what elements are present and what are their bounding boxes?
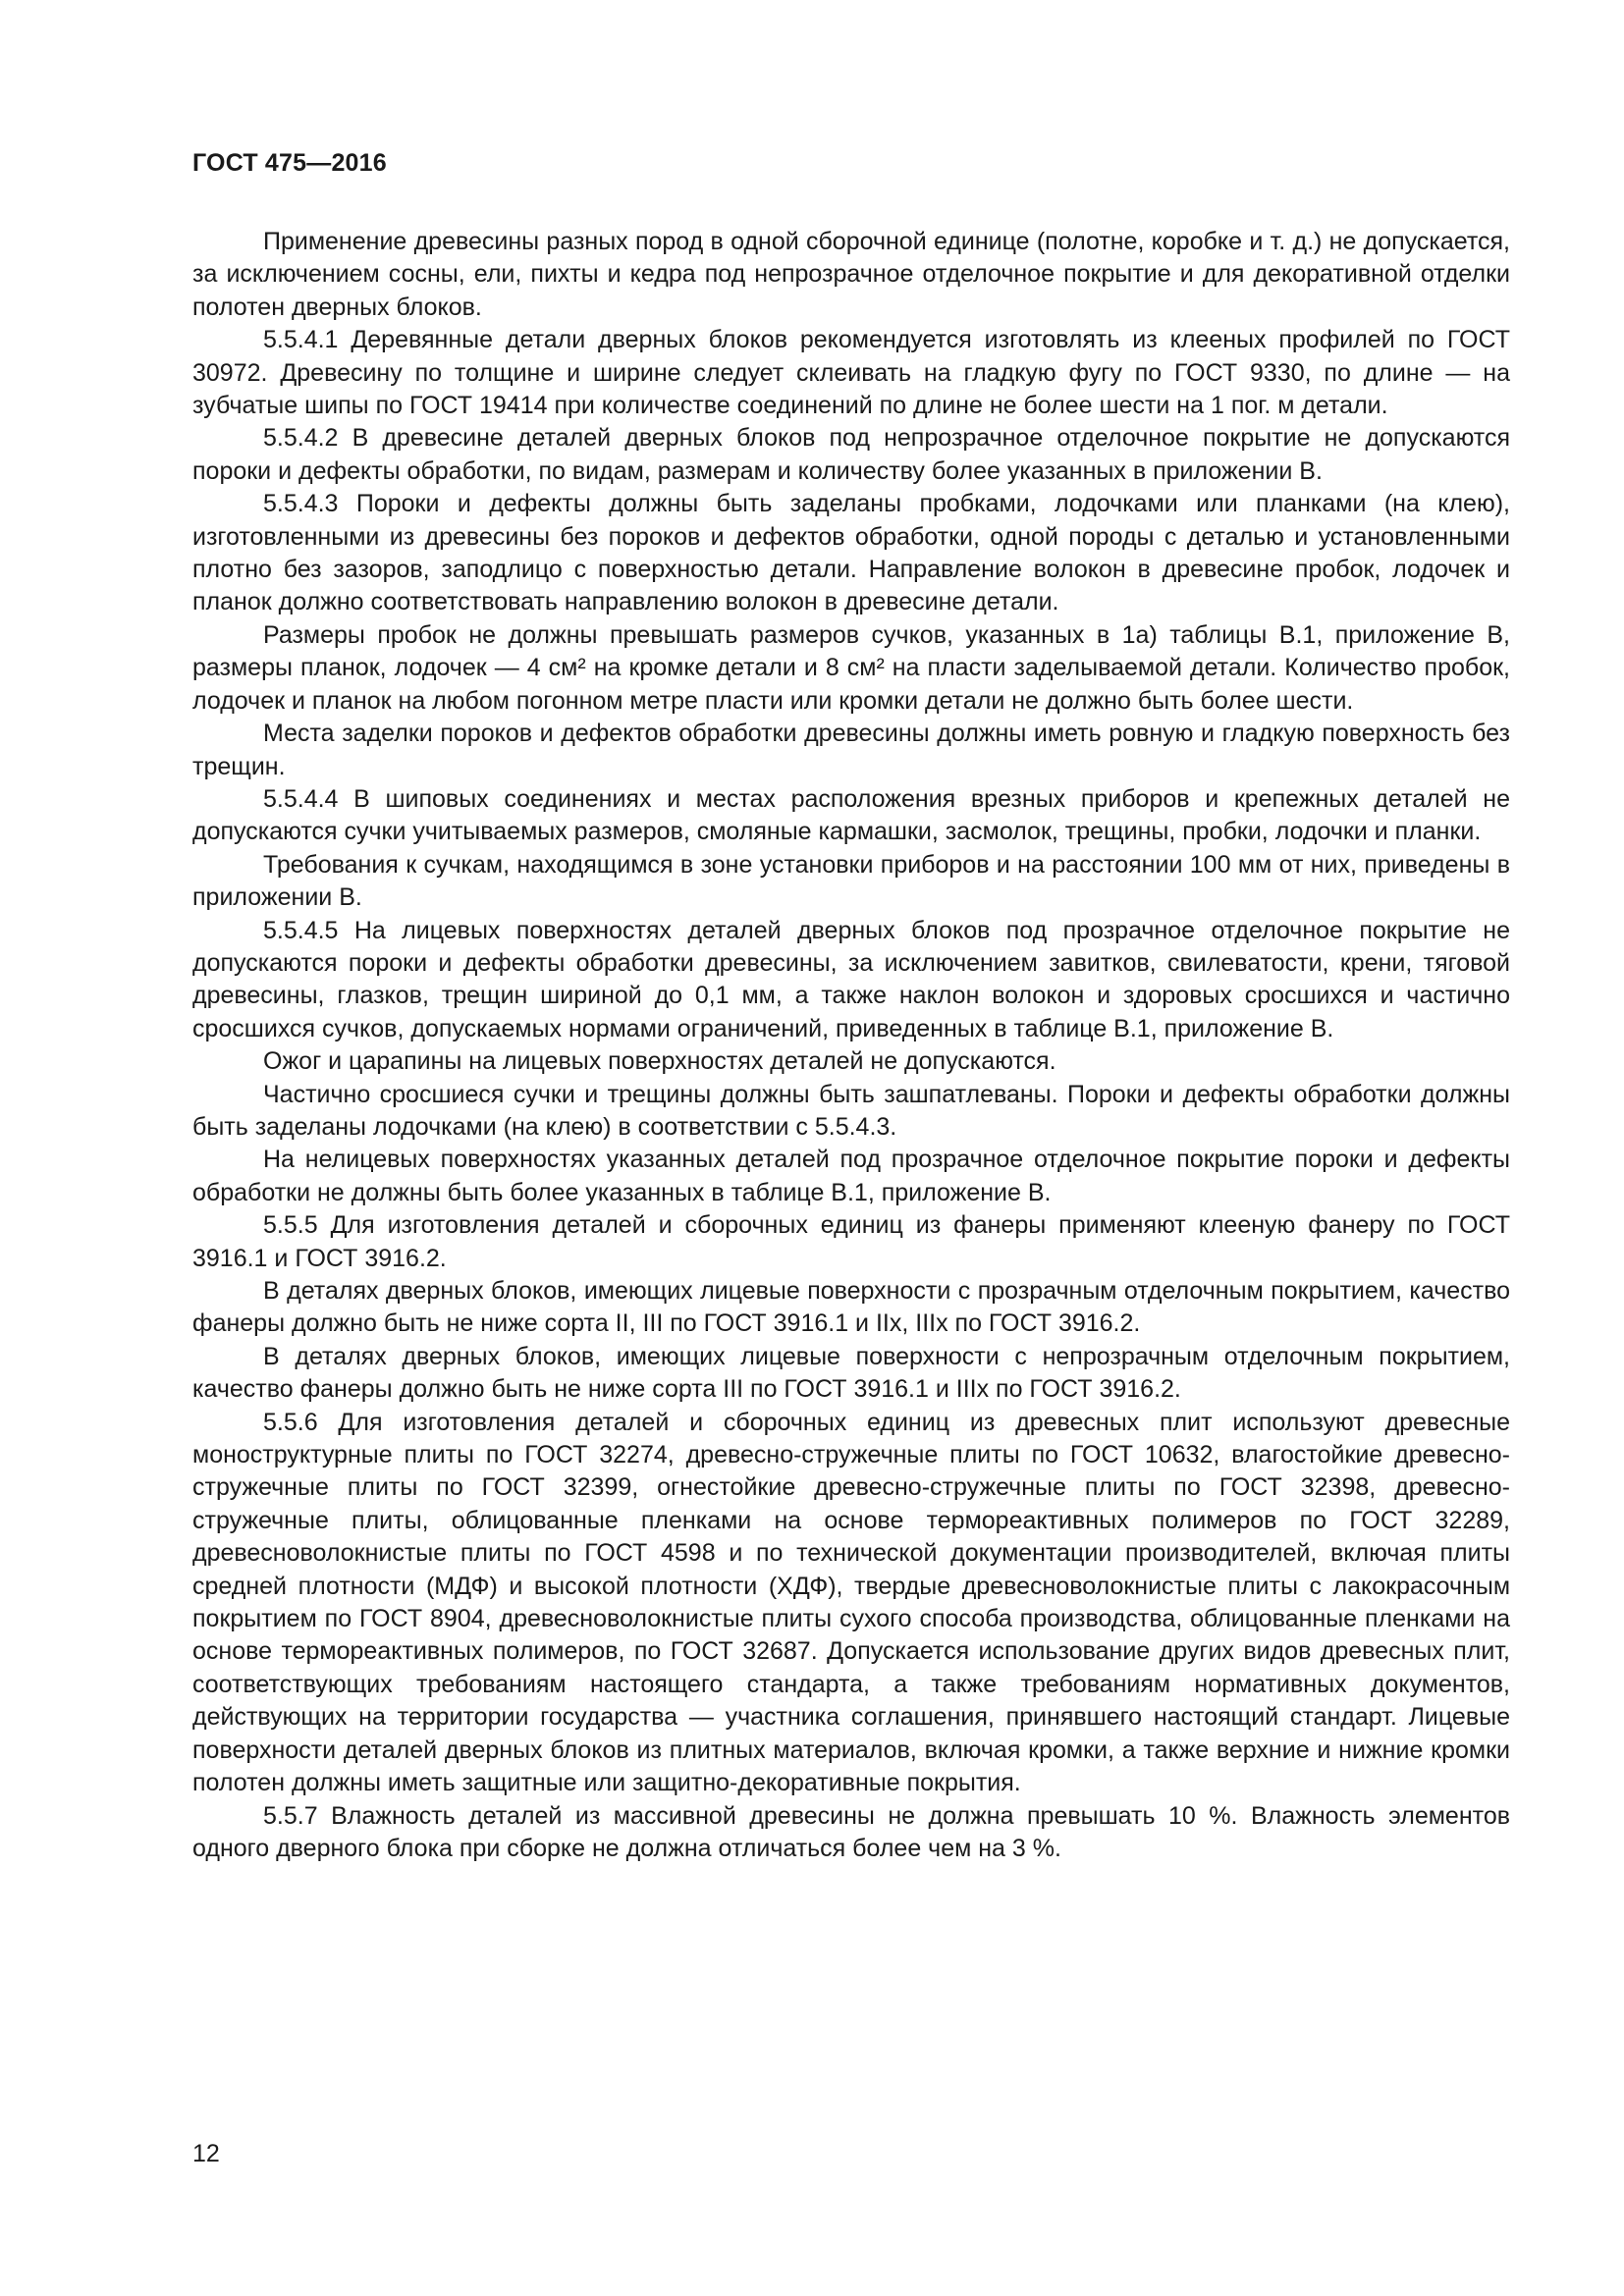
- paragraph: Размеры пробок не должны превышать размеров сучков, указанных в 1а) таблицы В.1, приложение В, размеры планок, лодочек — 4 см² на кромке детали и 8 см² на пласти заделываемой детали. Количество пробок, лодочек и планок на любом погонном метре пласти или кромки детали не должно быть более шести.: [192, 620, 1510, 715]
- document-header: ГОСТ 475—2016: [192, 149, 387, 177]
- paragraph: Частично сросшиеся сучки и трещины должны быть зашпатлеваны. Пороки и дефекты обработки должны быть заделаны лодочками (на клею) в соответствии с 5.5.4.3.: [192, 1080, 1510, 1141]
- body-text: [192, 226, 1510, 1865]
- page-number: 12: [192, 2140, 220, 2167]
- paragraph: В деталях дверных блоков, имеющих лицевые поверхности с прозрачным отделочным покрытием, качество фанеры должно быть не ниже сорта II, III по ГОСТ 3916.1 и IIx, IIIx по ГОСТ 3916.2.: [192, 1277, 1510, 1338]
- paragraph: Места заделки пороков и дефектов обработки древесины должны иметь ровную и гладкую поверхность без трещин.: [192, 720, 1510, 780]
- paragraph: 5.5.4.3 Пороки и дефекты должны быть заделаны пробками, лодочками или планками (на клею), изготовленными из древесины без пороков и дефектов обработки, одной породы с деталью и установленными плотно без зазоров, заподлицо с поверхностью детали. Направление волокон в древесине пробок, лодочек и планок должно соответствовать направлению волокон в древесине детали.: [192, 490, 1510, 616]
- paragraph: Требования к сучкам, находящимся в зоне установки приборов и на расстоянии 100 мм от них, приведены в приложении В.: [192, 850, 1510, 912]
- paragraph: 5.5.4.5 На лицевых поверхностях деталей дверных блоков под прозрачное отделочное покрытие не допускаются пороки и дефекты обработки древесины, за исключением завитков, свилеватости, крени, тяговой древесины, глазков, трещин шириной до 0,1 мм, а также наклон волокон и здоровых сросшихся и частично сросшихся сучков, допускаемых нормами ограничений, приведенных в таблице В.1, приложение В.: [192, 916, 1510, 1042]
- paragraph: 5.5.6 Для изготовления деталей и сборочных единиц из древесных плит используют древесные моноструктурные плиты по ГОСТ 32274, древесно-стружечные плиты по ГОСТ 10632, влагостойкие древесно-стружечные плиты по ГОСТ 32399, огнестойкие древесно-стружечные плиты по ГОСТ 32398, древесно-стружечные плиты, облицованные пленками на основе термореактивных полимеров по ГОСТ 32289, древесноволокнистые плиты по ГОСТ 4598 и по технической документации производителей, включая плиты средней плотности (МДФ) и высокой плотности (ХДФ), твердые древесноволокнистые плиты с лакокрасочным покрытием по ГОСТ 8904, древесноволокнистые плиты сухого способа производства, облицованные пленками на основе термореактивных полимеров, по ГОСТ 32687. Допускается использование других видов древесных плит, соответствующих требованиям настоящего стандарта, а также требованиям нормативных документов, действующих на территории государства — участника соглашения, принявшего настоящий стандарт. Лицевые поверхности деталей дверных блоков из плитных материалов, включая кромки, а также верхние и нижние кромки полотен должны иметь защитные или защитно-декоративные покрытия.: [192, 1408, 1510, 1797]
- paragraph: 5.5.7 Влажность деталей из массивной древесины не должна превышать 10 %. Влажность элементов одного дверного блока при сборке не должна отличаться более чем на 3 %.: [192, 1801, 1510, 1862]
- paragraph: На нелицевых поверхностях указанных деталей под прозрачное отделочное покрытие пороки и дефекты обработки не должны быть более указанных в таблице В.1, приложение В.: [192, 1146, 1510, 1206]
- paragraph: Ожог и царапины на лицевых поверхностях деталей не допускаются.: [263, 1047, 1056, 1076]
- paragraph: 5.5.4.4 В шиповых соединениях и местах расположения врезных приборов и крепежных деталей не допускаются сучки учитываемых размеров, смоляные кармашки, засмолок, трещины, пробки, лодочки и планки.: [192, 784, 1510, 846]
- paragraph: Применение древесины разных пород в одной сборочной единице (полотне, коробке и т. д.) не допускается, за исключением сосны, ели, пихты и кедра под непрозрачное отделочное покрытие и для декоративной отделки полотен дверных блоков.: [192, 228, 1510, 321]
- paragraph: 5.5.4.1 Деревянные детали дверных блоков рекомендуется изготовлять из клееных профилей по ГОСТ 30972. Древесину по толщине и ширине следует склеивать на гладкую фугу по ГОСТ 9330, по длине — на зубчатые шипы по ГОСТ 19414 при количестве соединений по длине не более шести на 1 пог. м детали.: [192, 326, 1510, 420]
- paragraph: В деталях дверных блоков, имеющих лицевые поверхности с непрозрачным отделочным покрытием, качество фанеры должно быть не ниже сорта III по ГОСТ 3916.1 и IIIx по ГОСТ 3916.2.: [192, 1342, 1510, 1404]
- paragraph: 5.5.5 Для изготовления деталей и сборочных единиц из фанеры применяют клееную фанеру по ГОСТ 3916.1 и ГОСТ 3916.2.: [192, 1211, 1510, 1272]
- paragraph: 5.5.4.2 В древесине деталей дверных блоков под непрозрачное отделочное покрытие не допускаются пороки и дефекты обработки, по видам, размерам и количеству более указанных в приложении В.: [192, 424, 1510, 485]
